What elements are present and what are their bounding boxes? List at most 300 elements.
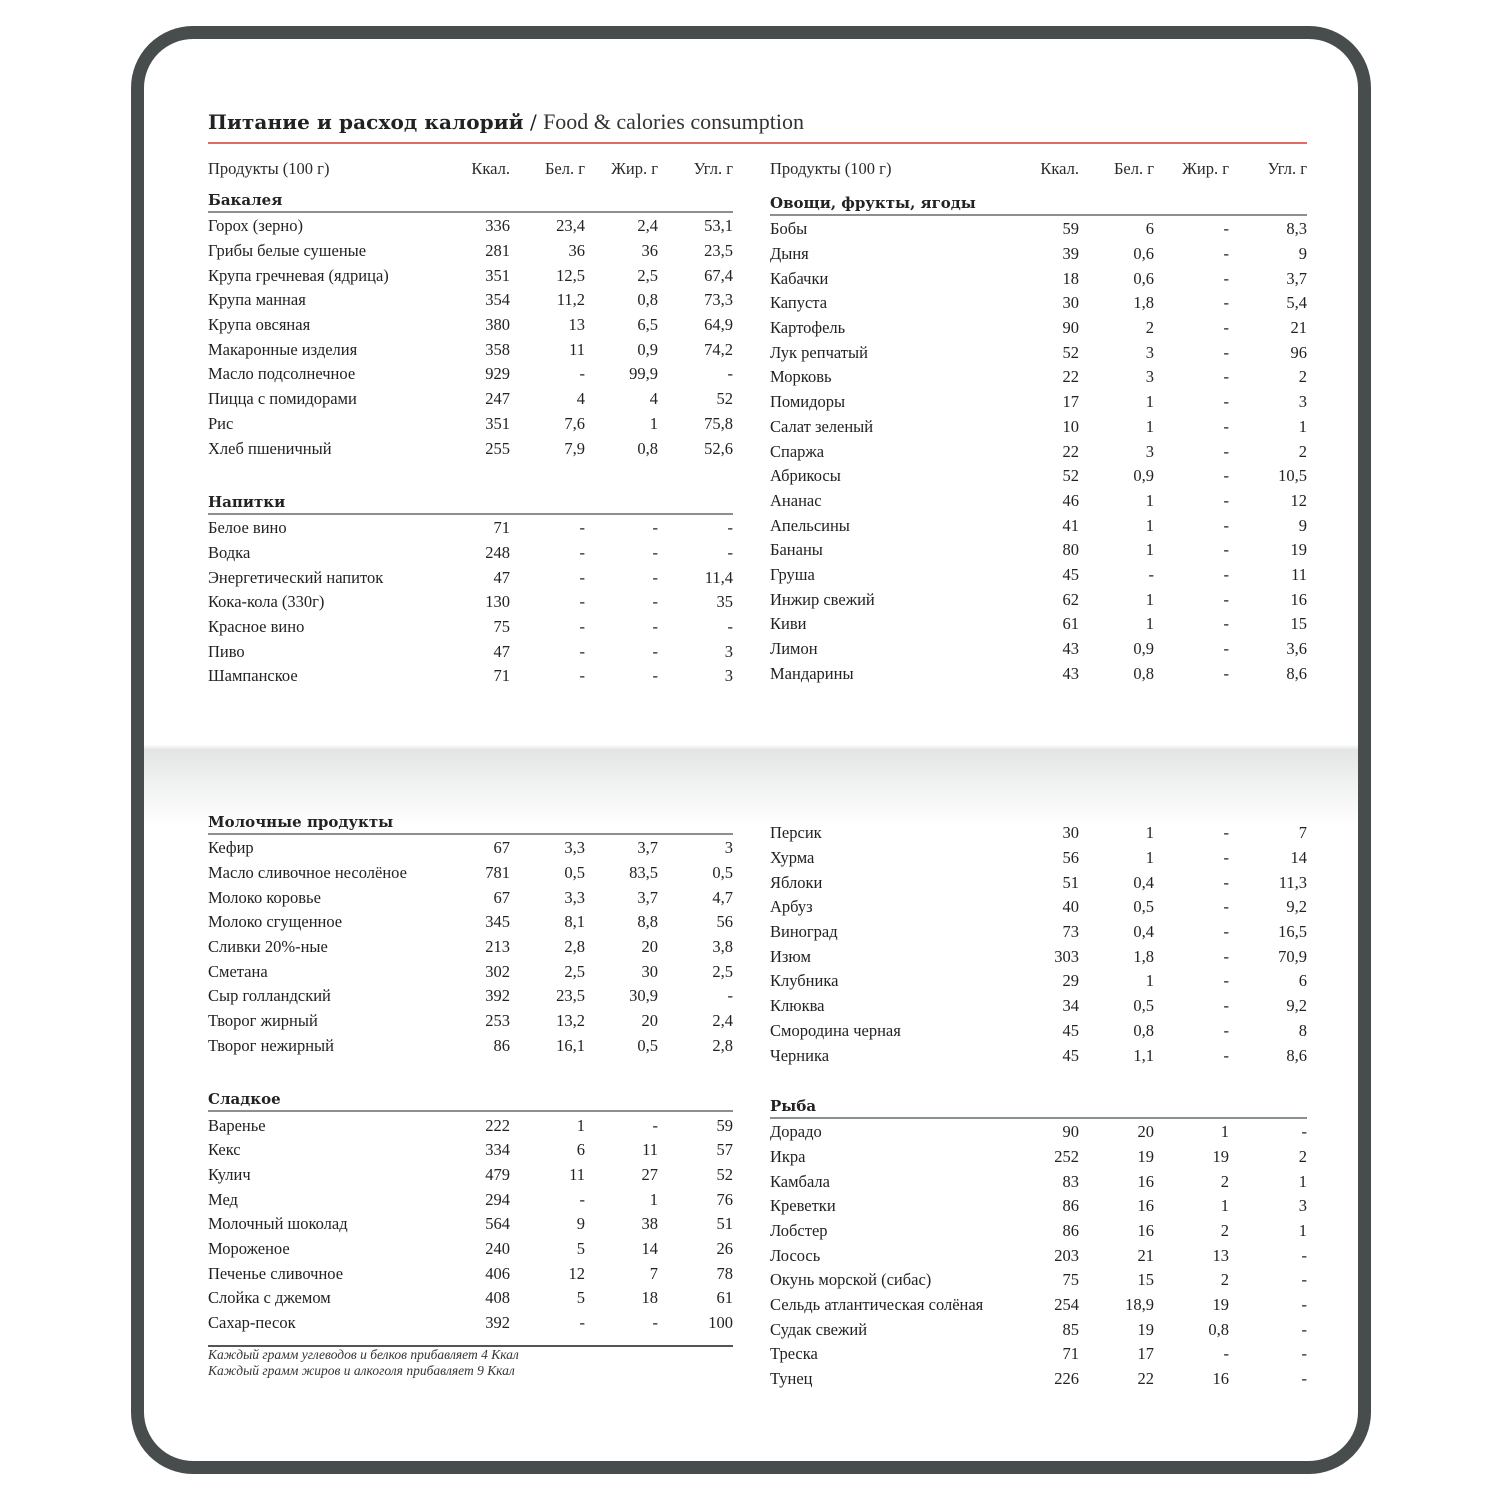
carbs-value: 53,1 bbox=[704, 216, 733, 236]
product-name: Яблоки bbox=[770, 872, 823, 892]
carbs-value: 2,4 bbox=[712, 1011, 733, 1031]
fat-value: 19 bbox=[1212, 1295, 1229, 1315]
protein-value: 1 bbox=[1145, 540, 1154, 560]
fat-value: - bbox=[1223, 614, 1229, 634]
kcal-value: 75 bbox=[1062, 1270, 1079, 1290]
table-row bbox=[208, 1163, 733, 1188]
carbs-value: 67,4 bbox=[704, 265, 733, 285]
table-row bbox=[770, 538, 1307, 563]
protein-value: 0,5 bbox=[1133, 897, 1154, 917]
carbs-value: 1 bbox=[1298, 416, 1307, 436]
product-name: Ананас bbox=[770, 490, 822, 510]
kcal-value: 46 bbox=[1062, 490, 1079, 510]
protein-value: 1,1 bbox=[1133, 1045, 1154, 1065]
protein-value: - bbox=[579, 1189, 585, 1209]
product-name: Шампанское bbox=[208, 666, 298, 686]
product-name: Тунец bbox=[770, 1369, 813, 1389]
kcal-value: 34 bbox=[1062, 996, 1079, 1016]
protein-value: - bbox=[579, 567, 585, 587]
protein-value: 19 bbox=[1137, 1319, 1154, 1339]
product-name: Масло подсолнечное bbox=[208, 364, 356, 384]
product-name: Арбуз bbox=[770, 897, 813, 917]
table-row bbox=[208, 1009, 733, 1034]
protein-value: 4 bbox=[576, 389, 585, 409]
table-row bbox=[208, 1286, 733, 1311]
carbs-value: 9 bbox=[1298, 244, 1307, 264]
table-row bbox=[208, 664, 733, 689]
kcal-value: 45 bbox=[1062, 564, 1079, 584]
section-rule bbox=[208, 1110, 733, 1112]
kcal-value: 392 bbox=[485, 986, 510, 1006]
kcal-value: 354 bbox=[485, 290, 510, 310]
table-row bbox=[770, 415, 1307, 440]
kcal-value: 59 bbox=[1062, 219, 1079, 239]
section-fruits-continued bbox=[770, 821, 1307, 1068]
kcal-value: 345 bbox=[485, 912, 510, 932]
fat-value: 7 bbox=[649, 1263, 658, 1283]
protein-value: 3,3 bbox=[564, 887, 585, 907]
product-name: Инжир свежий bbox=[770, 589, 875, 609]
kcal-value: 303 bbox=[1054, 946, 1079, 966]
fat-value: - bbox=[1223, 293, 1229, 313]
carbs-value: 15 bbox=[1290, 614, 1307, 634]
carbs-value: - bbox=[1301, 1369, 1307, 1389]
section-rule bbox=[770, 214, 1307, 216]
carbs-value: 3 bbox=[724, 838, 733, 858]
fat-value: - bbox=[1223, 466, 1229, 486]
fat-value: - bbox=[1223, 244, 1229, 264]
table-row bbox=[208, 1311, 733, 1336]
fat-value: 2 bbox=[1220, 1171, 1229, 1191]
kcal-value: 213 bbox=[485, 937, 510, 957]
table-row bbox=[208, 288, 733, 313]
product-name: Креветки bbox=[770, 1196, 836, 1216]
carbs-value: - bbox=[727, 542, 733, 562]
kcal-value: 90 bbox=[1062, 1122, 1079, 1142]
kcal-value: 45 bbox=[1062, 1045, 1079, 1065]
product-name: Лобстер bbox=[770, 1220, 828, 1240]
table-row bbox=[208, 1034, 733, 1059]
fat-value: 1 bbox=[649, 413, 658, 433]
kcal-value: 781 bbox=[485, 863, 510, 883]
carbs-value: 23,5 bbox=[704, 241, 733, 261]
table-row bbox=[208, 1237, 733, 1262]
protein-value: 2,5 bbox=[564, 961, 585, 981]
carbs-value: 35 bbox=[716, 592, 733, 612]
product-name: Дорадо bbox=[770, 1122, 822, 1142]
protein-value: 11 bbox=[569, 339, 585, 359]
table-row bbox=[208, 639, 733, 664]
fat-value: 14 bbox=[641, 1238, 658, 1258]
fat-value: - bbox=[1223, 663, 1229, 683]
table-row bbox=[208, 836, 733, 861]
section-rule bbox=[208, 513, 733, 515]
fat-value: - bbox=[652, 1313, 658, 1333]
section-rule bbox=[208, 833, 733, 835]
fat-value: - bbox=[652, 616, 658, 636]
protein-value: 3 bbox=[1145, 342, 1154, 362]
product-name: Творог нежирный bbox=[208, 1035, 334, 1055]
product-name: Пицца с помидорами bbox=[208, 389, 357, 409]
protein-value: 1 bbox=[1145, 589, 1154, 609]
fat-value: - bbox=[1223, 441, 1229, 461]
fat-value: 0,5 bbox=[637, 1035, 658, 1055]
column-header bbox=[770, 157, 1307, 181]
product-name: Бананы bbox=[770, 540, 823, 560]
carbs-value: 8,3 bbox=[1286, 219, 1307, 239]
protein-value: - bbox=[579, 641, 585, 661]
table-row bbox=[208, 412, 733, 437]
kcal-value: 252 bbox=[1054, 1146, 1079, 1166]
table-row bbox=[770, 563, 1307, 588]
product-name: Смородина черная bbox=[770, 1020, 901, 1040]
column-header bbox=[208, 157, 733, 181]
carbs-value: 11 bbox=[1291, 564, 1307, 584]
section-gap bbox=[770, 1068, 1307, 1091]
product-name: Клюква bbox=[770, 996, 825, 1016]
product-name: Абрикосы bbox=[770, 466, 841, 486]
product-name: Судак свежий bbox=[770, 1319, 868, 1339]
fat-value: - bbox=[652, 542, 658, 562]
header-carbs: Угл. г bbox=[693, 159, 733, 178]
carbs-value: 73,3 bbox=[704, 290, 733, 310]
product-name: Печенье сливочное bbox=[208, 1263, 344, 1283]
kcal-value: 253 bbox=[485, 1011, 510, 1031]
carbs-value: - bbox=[727, 616, 733, 636]
carbs-value: 11,4 bbox=[704, 567, 733, 587]
carbs-value: 52 bbox=[716, 1164, 733, 1184]
section-title-grocery: Бакалея bbox=[208, 191, 283, 209]
table-row bbox=[208, 239, 733, 264]
protein-value: 3,3 bbox=[564, 838, 585, 858]
table-row bbox=[770, 1342, 1307, 1367]
kcal-value: 22 bbox=[1062, 367, 1079, 387]
fat-value: 6,5 bbox=[637, 315, 658, 335]
carbs-value: - bbox=[1301, 1270, 1307, 1290]
kcal-value: 351 bbox=[485, 413, 510, 433]
kcal-value: 71 bbox=[493, 666, 510, 686]
protein-value: 15 bbox=[1137, 1270, 1154, 1290]
product-name: Изюм bbox=[770, 946, 811, 966]
protein-value: - bbox=[579, 592, 585, 612]
fat-value: 20 bbox=[641, 937, 658, 957]
product-name: Сметана bbox=[208, 961, 268, 981]
table-row bbox=[770, 1367, 1307, 1392]
table-row bbox=[770, 1317, 1307, 1342]
protein-value: 9 bbox=[576, 1214, 585, 1234]
left-column-top bbox=[208, 157, 733, 689]
table-row bbox=[208, 436, 733, 461]
protein-value: 2,8 bbox=[564, 937, 585, 957]
carbs-value: 57 bbox=[716, 1140, 733, 1160]
product-name: Хлеб пшеничный bbox=[208, 438, 332, 458]
protein-value: 23,5 bbox=[556, 986, 585, 1006]
protein-value: 19 bbox=[1137, 1146, 1154, 1166]
kcal-value: 86 bbox=[1062, 1196, 1079, 1216]
table-row bbox=[770, 340, 1307, 365]
section-dairy bbox=[208, 836, 733, 1058]
fat-value: 3,7 bbox=[637, 838, 658, 858]
kcal-value: 408 bbox=[485, 1288, 510, 1308]
fat-value: - bbox=[1223, 342, 1229, 362]
carbs-value: 74,2 bbox=[704, 339, 733, 359]
product-name: Треска bbox=[770, 1344, 818, 1364]
protein-value: 1 bbox=[1145, 823, 1154, 843]
fat-value: - bbox=[1223, 946, 1229, 966]
kcal-value: 43 bbox=[1062, 663, 1079, 683]
table-row bbox=[770, 1043, 1307, 1068]
protein-value: 1 bbox=[576, 1115, 585, 1135]
kcal-value: 222 bbox=[485, 1115, 510, 1135]
kcal-value: 281 bbox=[485, 241, 510, 261]
fat-value: 38 bbox=[641, 1214, 658, 1234]
product-name: Энергетический напиток bbox=[208, 567, 384, 587]
carbs-value: 56 bbox=[716, 912, 733, 932]
protein-value: 11 bbox=[569, 1164, 585, 1184]
carbs-value: 26 bbox=[716, 1238, 733, 1258]
product-name: Кабачки bbox=[770, 268, 829, 288]
table-row bbox=[770, 944, 1307, 969]
protein-value: 11,2 bbox=[556, 290, 585, 310]
carbs-value: 8,6 bbox=[1286, 1045, 1307, 1065]
kcal-value: 247 bbox=[485, 389, 510, 409]
table-row bbox=[770, 1169, 1307, 1194]
fat-value: - bbox=[652, 518, 658, 538]
kcal-value: 71 bbox=[1062, 1344, 1079, 1364]
protein-value: 21 bbox=[1137, 1245, 1154, 1265]
fat-value: 99,9 bbox=[629, 364, 658, 384]
table-row bbox=[770, 846, 1307, 871]
product-name: Лимон bbox=[770, 639, 818, 659]
fat-value: 19 bbox=[1212, 1146, 1229, 1166]
fat-value: 16 bbox=[1212, 1369, 1229, 1389]
fat-value: - bbox=[652, 666, 658, 686]
fat-value: - bbox=[1223, 318, 1229, 338]
protein-value: 6 bbox=[1145, 219, 1154, 239]
table-row bbox=[208, 1113, 733, 1138]
table-row bbox=[770, 994, 1307, 1019]
protein-value: - bbox=[579, 1313, 585, 1333]
carbs-value: 16 bbox=[1290, 589, 1307, 609]
table-row bbox=[770, 316, 1307, 341]
table-row bbox=[208, 516, 733, 541]
table-row bbox=[770, 464, 1307, 489]
carbs-value: - bbox=[1301, 1245, 1307, 1265]
carbs-value: - bbox=[1301, 1295, 1307, 1315]
product-name: Мандарины bbox=[770, 663, 854, 683]
protein-value: 0,6 bbox=[1133, 244, 1154, 264]
product-name: Пиво bbox=[208, 641, 245, 661]
protein-value: 0,5 bbox=[1133, 996, 1154, 1016]
product-name: Морковь bbox=[770, 367, 832, 387]
table-row bbox=[208, 214, 733, 239]
table-row bbox=[208, 565, 733, 590]
fat-value: - bbox=[1223, 971, 1229, 991]
protein-value: - bbox=[1148, 564, 1154, 584]
protein-value: 16 bbox=[1137, 1196, 1154, 1216]
section-drinks bbox=[208, 516, 733, 689]
carbs-value: 75,8 bbox=[704, 413, 733, 433]
product-name: Молочный шоколад bbox=[208, 1214, 348, 1234]
title-separator: / bbox=[523, 110, 544, 134]
section-grocery bbox=[208, 214, 733, 461]
protein-value: 3 bbox=[1145, 367, 1154, 387]
protein-value: 0,4 bbox=[1133, 922, 1154, 942]
carbs-value: 76 bbox=[716, 1189, 733, 1209]
header-kcal: Ккал. bbox=[1040, 159, 1079, 178]
kcal-value: 67 bbox=[493, 887, 510, 907]
product-name: Бобы bbox=[770, 219, 808, 239]
product-name: Мороженое bbox=[208, 1238, 290, 1258]
table-row bbox=[770, 266, 1307, 291]
carbs-value: 9,2 bbox=[1286, 897, 1307, 917]
carbs-value: 5,4 bbox=[1286, 293, 1307, 313]
table-row bbox=[208, 541, 733, 566]
table-row bbox=[208, 910, 733, 935]
carbs-value: 0,5 bbox=[712, 863, 733, 883]
protein-value: - bbox=[579, 518, 585, 538]
product-name: Слойка с джемом bbox=[208, 1288, 331, 1308]
product-name: Сыр голландский bbox=[208, 986, 331, 1006]
table-row bbox=[770, 513, 1307, 538]
protein-value: 0,6 bbox=[1133, 268, 1154, 288]
section-sweets bbox=[208, 1113, 733, 1335]
product-name: Спаржа bbox=[770, 441, 825, 461]
protein-value: 1,8 bbox=[1133, 946, 1154, 966]
carbs-value: 70,9 bbox=[1278, 946, 1307, 966]
kcal-value: 22 bbox=[1062, 441, 1079, 461]
fat-value: 0,8 bbox=[637, 438, 658, 458]
product-name: Клубника bbox=[770, 971, 839, 991]
protein-value: 23,4 bbox=[556, 216, 585, 236]
fat-value: 18 bbox=[641, 1288, 658, 1308]
title-ru: Питание и расход калорий bbox=[208, 110, 524, 134]
product-name: Кекс bbox=[208, 1140, 241, 1160]
fat-value: 11 bbox=[642, 1140, 658, 1160]
table-row bbox=[208, 362, 733, 387]
fat-value: - bbox=[1223, 897, 1229, 917]
kcal-value: 248 bbox=[485, 542, 510, 562]
header-fat: Жир. г bbox=[611, 159, 658, 178]
product-name: Мед bbox=[208, 1189, 238, 1209]
product-name: Макаронные изделия bbox=[208, 339, 358, 359]
section-title-drinks: Напитки bbox=[208, 492, 286, 511]
product-name: Лук репчатый bbox=[770, 342, 868, 362]
fat-value: - bbox=[1223, 367, 1229, 387]
product-name: Молоко коровье bbox=[208, 887, 321, 907]
protein-value: 1 bbox=[1145, 971, 1154, 991]
table-row bbox=[770, 489, 1307, 514]
header-protein: Бел. г bbox=[544, 159, 585, 178]
fat-value: - bbox=[1223, 922, 1229, 942]
table-row bbox=[208, 1187, 733, 1212]
fat-value: 2 bbox=[1220, 1270, 1229, 1290]
table-row bbox=[770, 242, 1307, 267]
protein-value: 1 bbox=[1145, 490, 1154, 510]
kcal-value: 83 bbox=[1062, 1171, 1079, 1191]
product-name: Крупа овсяная bbox=[208, 315, 311, 335]
protein-value: 13,2 bbox=[556, 1011, 585, 1031]
fat-value: 1 bbox=[649, 1189, 658, 1209]
protein-value: 1 bbox=[1145, 392, 1154, 412]
carbs-value: 52,6 bbox=[704, 438, 733, 458]
fat-value: - bbox=[652, 592, 658, 612]
carbs-value: 2 bbox=[1298, 441, 1307, 461]
left-column-bottom bbox=[208, 807, 733, 1379]
section-rule bbox=[770, 1117, 1307, 1119]
fat-value: - bbox=[1223, 996, 1229, 1016]
protein-value: 0,5 bbox=[564, 863, 585, 883]
section-title-sweets: Сладкое bbox=[208, 1090, 281, 1109]
protein-value: 17 bbox=[1137, 1344, 1154, 1364]
protein-value: 7,6 bbox=[564, 413, 585, 433]
carbs-value: 3,6 bbox=[1286, 639, 1307, 659]
kcal-value: 294 bbox=[485, 1189, 510, 1209]
table-row bbox=[208, 885, 733, 910]
protein-value: 0,8 bbox=[1133, 663, 1154, 683]
section-title-fish: Рыба bbox=[770, 1096, 817, 1115]
kcal-value: 47 bbox=[493, 641, 510, 661]
kcal-value: 392 bbox=[485, 1313, 510, 1333]
fat-value: - bbox=[1223, 589, 1229, 609]
product-name: Помидоры bbox=[770, 392, 846, 412]
kcal-value: 62 bbox=[1062, 589, 1079, 609]
kcal-value: 17 bbox=[1062, 392, 1079, 412]
protein-value: 36 bbox=[568, 241, 585, 261]
fat-value: - bbox=[1223, 872, 1229, 892]
protein-value: 5 bbox=[576, 1288, 585, 1308]
protein-value: 18,9 bbox=[1125, 1295, 1154, 1315]
protein-value: - bbox=[579, 542, 585, 562]
table-row bbox=[208, 1138, 733, 1163]
kcal-value: 75 bbox=[493, 616, 510, 636]
carbs-value: 2,8 bbox=[712, 1035, 733, 1055]
kcal-value: 86 bbox=[1062, 1220, 1079, 1240]
fat-value: - bbox=[1223, 515, 1229, 535]
product-name: Рис bbox=[208, 413, 234, 433]
product-name: Салат зеленый bbox=[770, 416, 874, 436]
table-row bbox=[770, 1194, 1307, 1219]
carbs-value: 61 bbox=[716, 1288, 733, 1308]
fat-value: 83,5 bbox=[629, 863, 658, 883]
section-gap bbox=[208, 1058, 733, 1084]
carbs-value: 2 bbox=[1298, 1146, 1307, 1166]
table-row bbox=[208, 387, 733, 412]
carbs-value: 78 bbox=[716, 1263, 733, 1283]
product-name: Груша bbox=[770, 564, 815, 584]
fat-value: - bbox=[1223, 268, 1229, 288]
product-name: Сельдь атлантическая солёная bbox=[770, 1295, 984, 1315]
protein-value: 16,1 bbox=[556, 1035, 585, 1055]
fat-value: - bbox=[1223, 1344, 1229, 1364]
kcal-value: 255 bbox=[485, 438, 510, 458]
kcal-value: 358 bbox=[485, 339, 510, 359]
product-name: Дыня bbox=[770, 244, 809, 264]
fat-value: - bbox=[1223, 1045, 1229, 1065]
fat-value: - bbox=[1223, 564, 1229, 584]
fat-value: 1 bbox=[1220, 1122, 1229, 1142]
carbs-value: 12 bbox=[1290, 490, 1307, 510]
fat-value: 27 bbox=[641, 1164, 658, 1184]
product-name: Черника bbox=[770, 1045, 830, 1065]
table-row bbox=[770, 920, 1307, 945]
product-name: Крупа манная bbox=[208, 290, 306, 310]
kcal-value: 41 bbox=[1062, 515, 1079, 535]
carbs-value: 19 bbox=[1290, 540, 1307, 560]
kcal-value: 929 bbox=[485, 364, 510, 384]
title-rule bbox=[208, 142, 1307, 144]
kcal-value: 406 bbox=[485, 1263, 510, 1283]
